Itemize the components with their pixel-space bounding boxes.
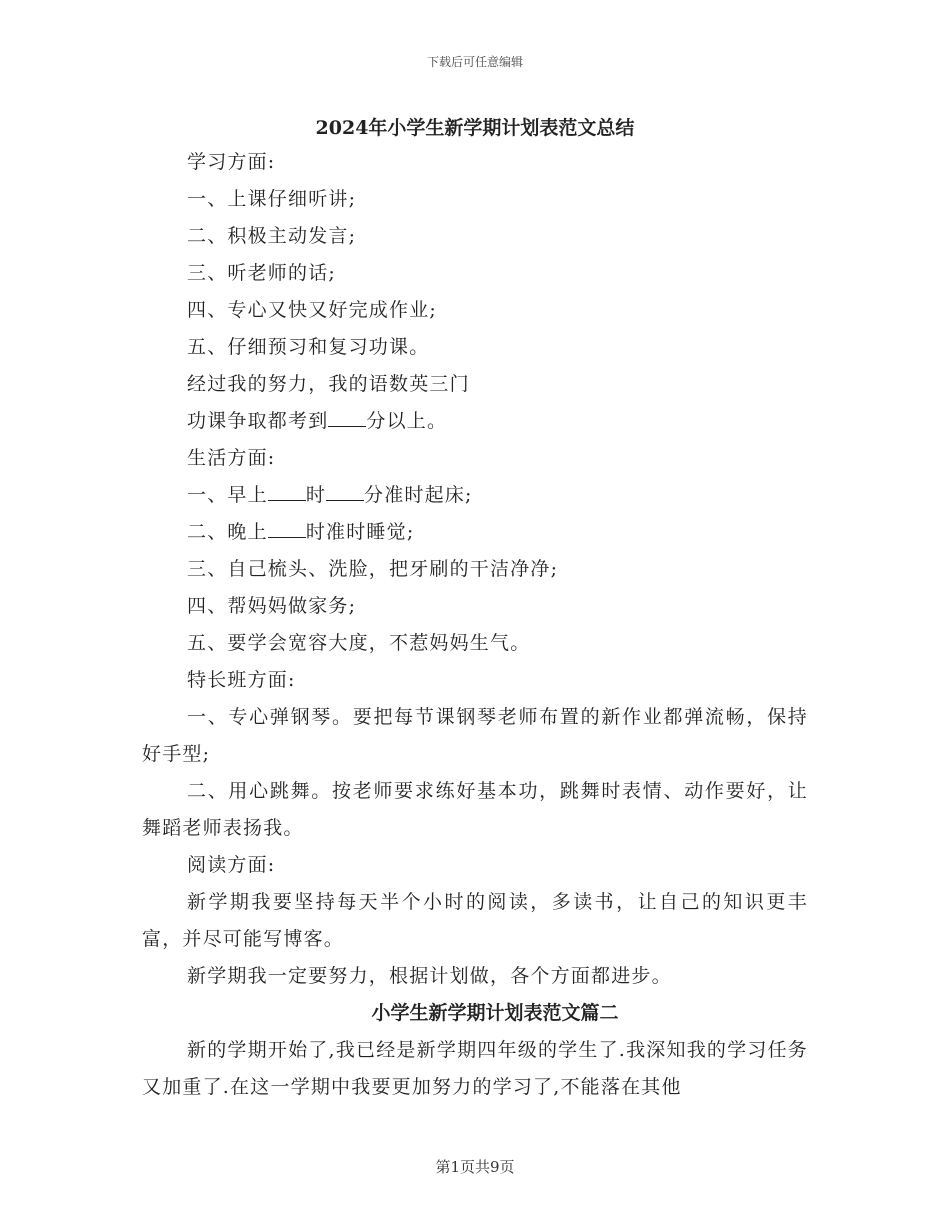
section-title: 小学生新学期计划表范文篇二	[371, 1002, 619, 1024]
fill-in-blank	[268, 480, 306, 501]
text-segment: 一、早上	[187, 484, 268, 506]
text-segment: 时准时睡觉;	[305, 521, 415, 543]
reading-heading: 阅读方面:	[187, 854, 276, 876]
life-item: 四、帮妈妈做家务;	[187, 595, 357, 617]
text-segment: 分以上。	[366, 410, 448, 432]
study-goal-line	[142, 403, 808, 440]
page-number: 第1页共9页	[435, 1158, 515, 1176]
fill-in-blank	[328, 406, 366, 427]
document-title: 2024年小学生新学期计划表范文总结	[315, 117, 635, 139]
study-item: 三、听老师的话;	[187, 262, 337, 284]
text-segment: 时	[305, 484, 327, 506]
closing-line: 新学期我一定要努力，根据计划做，各个方面都进步。	[187, 965, 672, 987]
study-item: 四、专心又快又好完成作业;	[187, 299, 438, 321]
text-segment: 分准时起床;	[364, 484, 473, 506]
study-item: 五、仔细预习和复习功课。	[187, 336, 430, 358]
document-body	[142, 112, 808, 1106]
text-segment: 功课争取都考到	[187, 410, 329, 432]
text-segment: 二、晚上	[187, 521, 268, 543]
life-item: 三、自己梳头、洗脸，把牙刷的干洁净净;	[187, 558, 559, 580]
fill-in-blank	[268, 517, 306, 538]
fill-in-blank	[326, 480, 364, 501]
life-heading: 生活方面:	[187, 447, 276, 469]
talent-paragraph: 二、用心跳舞。按老师要求练好基本功，跳舞时表情、动作要好，让舞蹈老师表扬我。	[142, 780, 808, 839]
study-goal-line: 经过我的努力，我的语数英三门	[187, 373, 470, 395]
section-paragraph: 新的学期开始了,我已经是新学期四年级的学生了.我深知我的学习任务又加重了.在这一学期中我要更加努力的学习了,不能落在其他	[142, 1039, 808, 1098]
talent-paragraph: 一、专心弹钢琴。要把每节课钢琴老师布置的新作业都弹流畅，保持好手型;	[142, 706, 808, 765]
reading-paragraph: 新学期我要坚持每天半个小时的阅读，多读书，让自己的知识更丰富，并尽可能写博客。	[142, 891, 808, 950]
study-item: 二、积极主动发言;	[187, 225, 357, 247]
study-item: 一、上课仔细听讲;	[187, 188, 357, 210]
study-heading: 学习方面:	[187, 151, 276, 173]
life-item: 五、要学会宽容大度，不惹妈妈生气。	[187, 632, 531, 654]
talent-heading: 特长班方面:	[187, 669, 296, 691]
header-note: 下载后可任意编辑	[426, 55, 523, 69]
life-item	[142, 514, 808, 551]
life-item	[142, 477, 808, 514]
